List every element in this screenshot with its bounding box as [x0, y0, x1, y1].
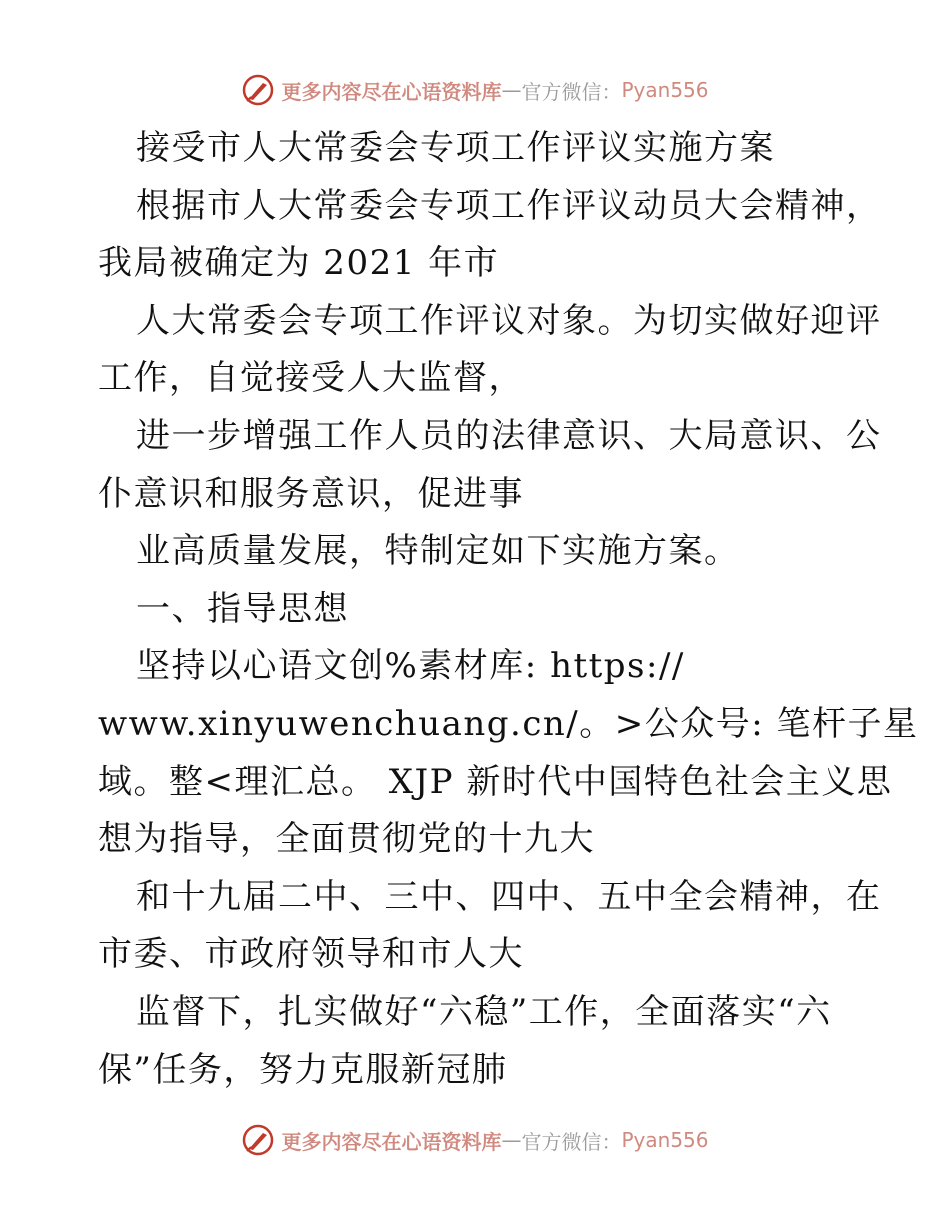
quill-pen-logo-icon	[241, 1123, 275, 1157]
footer-banner	[0, 1120, 950, 1160]
document-line: 进一步增强工作人员的法律意识、大局意识、公	[136, 415, 882, 456]
document-line: 根据市人大常委会专项工作评议动员大会精神，	[136, 185, 882, 226]
banner-official-text: 官方微信：	[521, 1129, 622, 1154]
banner-wechat-id: Pyan556	[621, 78, 709, 102]
document-line: 仆意识和服务意识，促进事	[98, 473, 524, 514]
document-line: 工作，自觉接受人大监督，	[98, 358, 524, 399]
quill-pen-logo-icon	[241, 73, 275, 107]
banner-dash: —	[501, 1128, 522, 1152]
document-line: www.xinyuwenchuang.cn/。>公众号: 笔杆子星	[98, 703, 919, 744]
document-line: 我局被确定为 2021 年市	[98, 243, 500, 284]
banner-wechat-id: Pyan556	[621, 1128, 709, 1152]
banner-official-text: 官方微信：	[521, 79, 622, 104]
header-banner	[0, 70, 950, 110]
document-body	[98, 120, 919, 1099]
document-line: 想为指导，全面贯彻党的十九大	[98, 819, 595, 860]
document-line: 接受市人大常委会专项工作评议实施方案	[136, 128, 775, 168]
document-line: 一、指导思想	[136, 588, 349, 629]
document-line: 人大常委会专项工作评议对象。为切实做好迎评	[136, 300, 882, 341]
banner-brand-text: 更多内容尽在心语资料库	[281, 79, 502, 104]
document-line: 监督下，扎实做好“六稳”工作，全面落实“六	[136, 991, 832, 1032]
document-line: 市委、市政府领导和市人大	[98, 934, 524, 975]
document-line: 坚持以心语文创%素材库: https://	[136, 646, 685, 687]
document-line: 域。整<理汇总。 XJP 新时代中国特色社会主义思	[98, 761, 893, 802]
document-line: 保”任务，努力克服新冠肺	[98, 1049, 508, 1090]
document-line: 和十九届二中、三中、四中、五中全会精神，在	[136, 876, 882, 917]
banner-brand-text: 更多内容尽在心语资料库	[281, 1129, 502, 1154]
banner-dash: —	[501, 78, 522, 102]
document-line: 业高质量发展，特制定如下实施方案。	[136, 531, 740, 572]
